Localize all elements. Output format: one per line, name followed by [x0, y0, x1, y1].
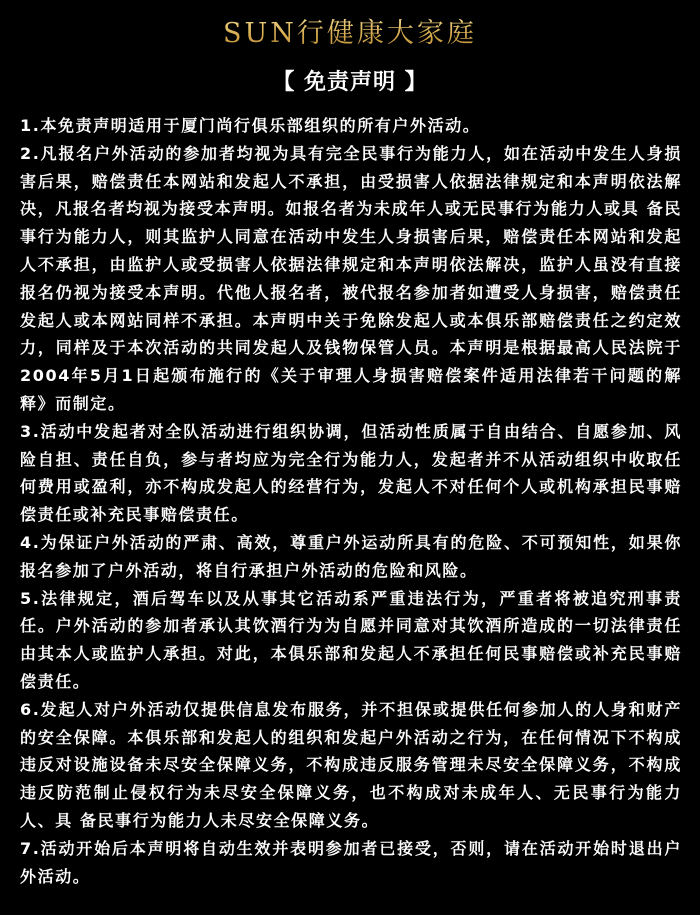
clause-2: 2.凡报名户外活动的参加者均视为具有完全民事行为能力人，如在活动中发生人身损害后果，赔偿责任本网站和发起人不承担，由受损害人依据法律规定和本声明依法解决，凡报名者均视为接受本声明。如报名者为未成年人或无民事行为能力人或具 备民事行为能力人，则其监护人同意在活动中发生人身损害后果，赔偿责任本网站和发起人不承担，由监护人或受损害人依据法律规定和本声明依法解决，监护人虽没有直接报名仍视为接受本声明。代他人报名者，被代报名参加者如遭受人身损害，赔偿责任发起人或本网站同样不承担。本声明中关于免除发起人或本俱乐部赔偿责任之约定效力，同样及于本次活动的共同发起人及钱物保管人员。本声明是根据最高人民法院于2004年5月1日起颁布施行的《关于审理人身损害赔偿案件适用法律若干问题的解释》而制定。	[20, 143, 682, 413]
clause-3: 3.活动中发起者对全队活动进行组织协调，但活动性质属于自由结合、自愿参加、风险自担、责任自负，参与者均应为完全行为能力人，发起者并不从活动组织中收取任何费用或盈利，亦不构成发起人的经营行为，发起人不对任何个人或机构承担民事赔偿责任或补充民事赔偿责任。	[20, 421, 682, 525]
clause-7: 7.活动开始后本声明将自动生效并表明参加者已接受，否则，请在活动开始时退出户外活动。	[20, 838, 682, 886]
clause-6: 6.发起人对户外活动仅提供信息发布服务，并不担保或提供任何参加人的人身和财产的安全保障。本俱乐部和发起人的组织和发起户外活动之行为，在任何情况下不构成违反对设施设备未尽安全保障义务，不构成违反服务管理未尽安全保障义务，不构成违反防范制止侵权行为未尽安全保障义务，也不构成对未成年人、无民事行为能力人、具 备民事行为能力人未尽安全保障义务。	[20, 699, 682, 830]
clause-4: 4.为保证户外活动的严肃、高效，尊重户外运动所具有的危险、不可预知性，如果你报名参加了户外活动，将自行承担户外活动的危险和风险。	[20, 532, 682, 580]
brand-title: SUN行健康大家庭	[0, 14, 700, 54]
disclaimer-clauses	[20, 112, 682, 890]
clause-5: 5.法律规定，酒后驾车以及从事其它活动系严重违法行为，严重者将被追究刑事责任。户外活动的参加者承认其饮酒行为为自愿并同意对其饮酒所造成的一切法律责任由其本人或监护人承担。对此，本俱乐部和发起人不承担任何民事赔偿或补充民事赔偿责任。	[20, 588, 682, 691]
section-heading: 【 免责声明 】	[272, 70, 428, 95]
clause-1: 1.本免责声明适用于厦门尚行俱乐部组织的所有户外活动。	[20, 116, 481, 135]
